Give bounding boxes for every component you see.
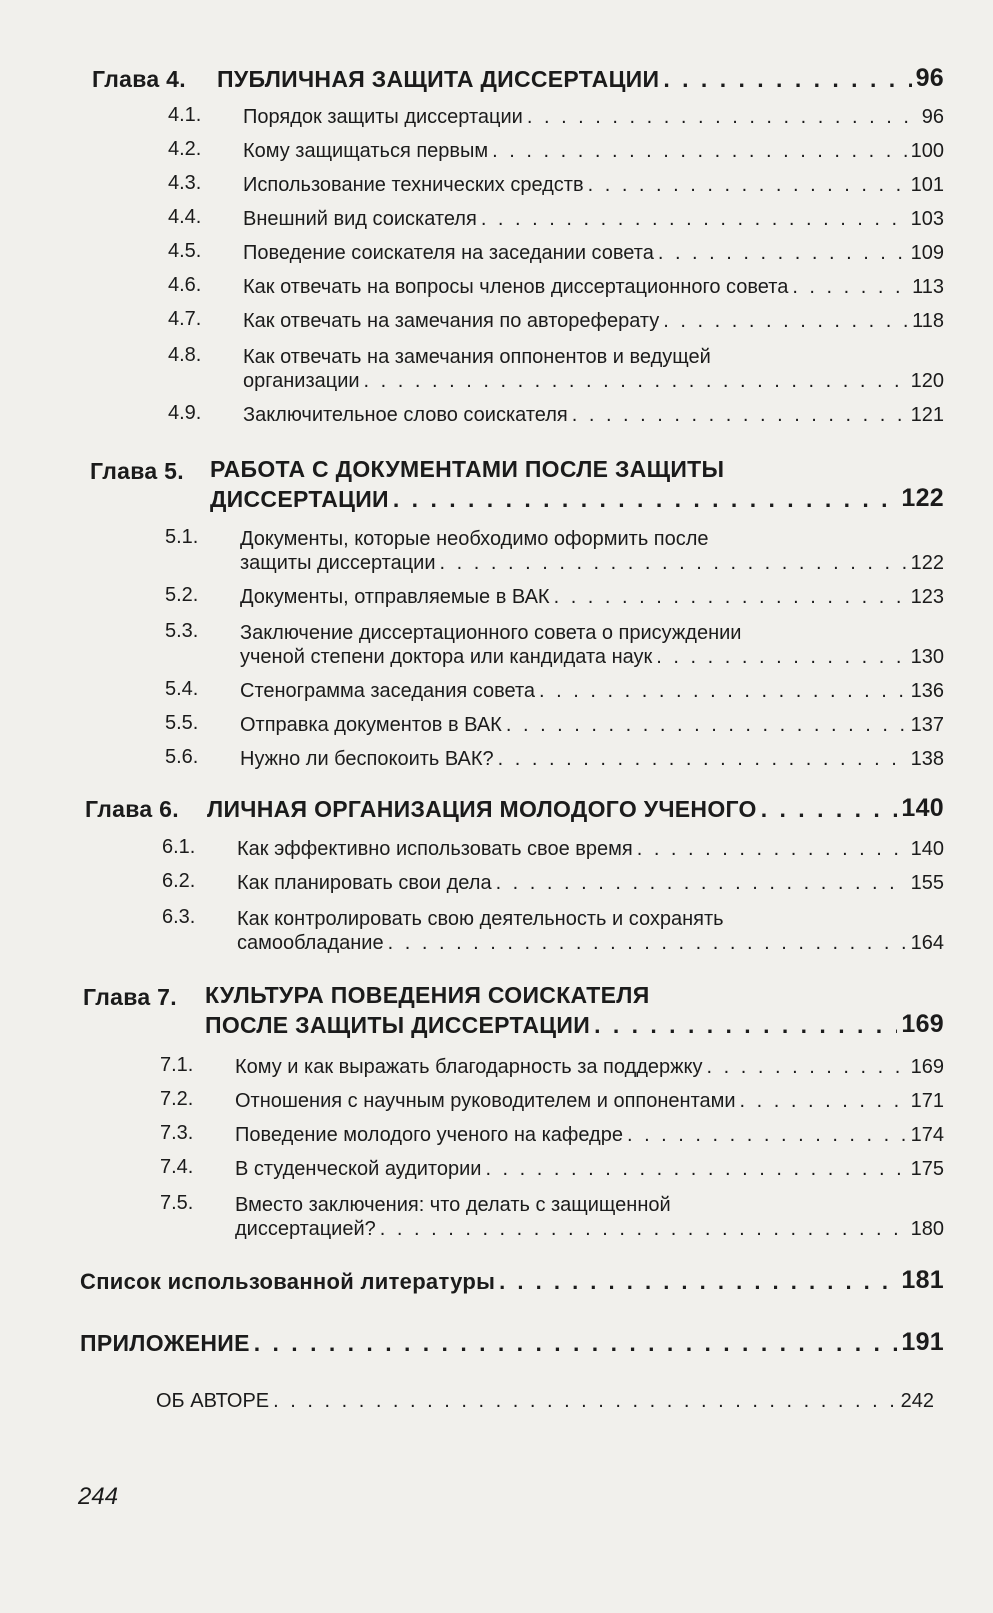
section-number: 4.6.: [168, 274, 202, 296]
section-number: 7.3.: [160, 1122, 194, 1144]
section-title: диссертацией?: [235, 1218, 376, 1240]
section-number: 5.5.: [165, 712, 199, 734]
section-number: 4.7.: [168, 308, 202, 330]
toc-section: [168, 140, 944, 163]
section-number: 4.9.: [168, 402, 202, 424]
toc-section: [160, 1090, 944, 1113]
leader-dots: [254, 1330, 898, 1357]
chapter-title: ПОСЛЕ ЗАЩИТЫ ДИССЕРТАЦИИ: [205, 1012, 591, 1038]
bibliography-page: 181: [901, 1266, 944, 1294]
section-title-line1: Заключение диссертационного совета о присуждении: [240, 622, 742, 644]
section-number: 5.2.: [165, 584, 199, 606]
leader-dots: [440, 552, 907, 575]
section-number: 4.5.: [168, 240, 202, 262]
toc-section: [160, 1124, 944, 1147]
section-title: ученой степени доктора или кандидата наук: [240, 646, 653, 668]
section-number: 4.1.: [168, 104, 202, 126]
appendix-title: ПРИЛОЖЕНИЕ: [80, 1330, 250, 1356]
section-number: 4.4.: [168, 206, 202, 228]
section-title: Использование технических средств: [243, 174, 584, 196]
leader-dots: [380, 1218, 907, 1241]
leader-dots: [388, 932, 907, 955]
section-title: Как планировать свои дела: [237, 872, 492, 894]
section-title: В студенческой аудитории: [235, 1158, 482, 1180]
section-page: 120: [910, 370, 944, 392]
section-title: Кому защищаться первым: [243, 140, 489, 162]
section-number: 7.2.: [160, 1088, 194, 1110]
section-page: 180: [910, 1218, 944, 1240]
leader-dots: [572, 404, 907, 427]
section-title: Документы, отправляемые в ВАК: [240, 586, 550, 608]
section-number: 5.6.: [165, 746, 199, 768]
chapter-title: ПУБЛИЧНАЯ ЗАЩИТА ДИССЕРТАЦИИ: [217, 66, 660, 92]
leader-dots: [481, 208, 907, 231]
section-title: Отношения с научным руководителем и оппонентами: [235, 1090, 736, 1112]
section-title-line1: Документы, которые необходимо оформить после: [240, 528, 709, 550]
section-number: 5.1.: [165, 526, 199, 548]
leader-dots: [707, 1056, 907, 1079]
section-page: 101: [910, 174, 944, 196]
toc-section: [168, 208, 944, 231]
chapter-label: Глава 6.: [85, 796, 179, 822]
section-page: 122: [910, 552, 944, 574]
chapter-title: ДИССЕРТАЦИИ: [210, 486, 389, 512]
toc-section: [168, 310, 944, 333]
leader-dots: [658, 242, 907, 265]
section-page: 137: [910, 714, 944, 736]
leader-dots: [506, 714, 907, 737]
section-title: Порядок защиты диссертации: [243, 106, 523, 128]
leader-dots: [527, 106, 918, 129]
leader-dots: [539, 680, 907, 703]
section-page: 109: [910, 242, 944, 264]
section-page: 169: [910, 1056, 944, 1078]
toc-section: [168, 242, 944, 265]
section-title: Нужно ли беспокоить ВАК?: [240, 748, 494, 770]
section-title-line1: Как контролировать свою деятельность и сохранять: [237, 908, 724, 930]
section-page: 164: [910, 932, 944, 954]
section-page: 96: [921, 106, 944, 128]
leader-dots: [740, 1090, 907, 1113]
section-title-line1: Как отвечать на замечания оппонентов и ведущей: [243, 346, 711, 368]
leader-dots: [496, 872, 907, 895]
toc-section: [165, 714, 944, 737]
chapter-label: Глава 5.: [90, 458, 184, 484]
section-title: Стенограмма заседания совета: [240, 680, 536, 702]
leader-dots: [588, 174, 907, 197]
chapter-title-line1: КУЛЬТУРА ПОВЕДЕНИЯ СОИСКАТЕЛЯ: [205, 982, 650, 1008]
chapter-page: 140: [901, 794, 944, 822]
leader-dots: [656, 646, 906, 669]
leader-dots: [498, 748, 907, 771]
section-page: 130: [910, 646, 944, 668]
section-number: 6.3.: [162, 906, 196, 928]
section-page: 140: [910, 838, 944, 860]
toc-bibliography: [80, 1266, 944, 1295]
section-title: Поведение молодого ученого на кафедре: [235, 1124, 623, 1146]
section-number: 7.5.: [160, 1192, 194, 1214]
section-title: Как отвечать на вопросы членов диссертационного совета: [243, 276, 789, 298]
chapter-title-line1: РАБОТА С ДОКУМЕНТАМИ ПОСЛЕ ЗАЩИТЫ: [210, 456, 725, 482]
chapter-label: Глава 7.: [83, 984, 177, 1010]
section-title-line1: Вместо заключения: что делать с защищенной: [235, 1194, 671, 1216]
chapter-page: 169: [901, 1010, 944, 1038]
chapter-label: Глава 4.: [92, 66, 186, 92]
section-page: 103: [910, 208, 944, 230]
leader-dots: [492, 140, 906, 163]
appendix-page: 191: [901, 1328, 944, 1356]
chapter-page: 96: [915, 64, 944, 92]
section-title: Как эффективно использовать свое время: [237, 838, 633, 860]
section-title: Кому и как выражать благодарность за поддержку: [235, 1056, 703, 1078]
section-page: 123: [910, 586, 944, 608]
toc-section: [162, 872, 944, 895]
section-number: 4.8.: [168, 344, 202, 366]
section-page: 155: [910, 872, 944, 894]
section-title: Внешний вид соискателя: [243, 208, 477, 230]
toc-chapter: [85, 794, 944, 823]
section-number: 5.4.: [165, 678, 199, 700]
section-page: 121: [910, 404, 944, 426]
bibliography-title: Список использованной литературы: [80, 1269, 496, 1294]
toc-section: [165, 748, 944, 771]
about-title: ОБ АВТОРЕ: [156, 1390, 270, 1412]
section-number: 7.4.: [160, 1156, 194, 1178]
leader-dots: [485, 1158, 906, 1181]
toc-section: [168, 106, 944, 129]
about-page: 242: [900, 1390, 934, 1412]
section-title: самообладание: [237, 932, 384, 954]
section-title: Заключительное слово соискателя: [243, 404, 568, 426]
chapter-page: 122: [901, 484, 944, 512]
leader-dots: [364, 370, 907, 393]
section-page: 100: [910, 140, 944, 162]
section-number: 5.3.: [165, 620, 199, 642]
toc-section: [165, 680, 944, 703]
leader-dots: [393, 486, 897, 513]
toc-section: [168, 276, 944, 299]
leader-dots: [273, 1390, 896, 1413]
section-title: Поведение соискателя на заседании совета: [243, 242, 654, 264]
section-number: 6.1.: [162, 836, 196, 858]
section-number: 6.2.: [162, 870, 196, 892]
toc-section: [168, 404, 944, 427]
page-number: 244: [78, 1483, 119, 1510]
section-page: 174: [910, 1124, 944, 1146]
leader-dots: [792, 276, 908, 299]
toc-appendix: [80, 1328, 944, 1357]
section-page: 136: [910, 680, 944, 702]
section-page: 175: [910, 1158, 944, 1180]
toc-section: [160, 1056, 944, 1079]
leader-dots: [627, 1124, 907, 1147]
section-page: 113: [912, 276, 944, 298]
toc-about: [156, 1390, 934, 1413]
section-title: организации: [243, 370, 360, 392]
leader-dots: [637, 838, 907, 861]
leader-dots: [554, 586, 907, 609]
toc-section: [160, 1158, 944, 1181]
leader-dots: [761, 796, 898, 823]
leader-dots: [663, 66, 911, 93]
section-number: 4.3.: [168, 172, 202, 194]
section-page: 118: [912, 310, 944, 332]
section-title: Отправка документов в ВАК: [240, 714, 502, 736]
toc-section: [168, 174, 944, 197]
leader-dots: [594, 1012, 897, 1039]
section-title: защиты диссертации: [240, 552, 436, 574]
toc-section: [162, 838, 944, 861]
toc-section: [165, 586, 944, 609]
toc-chapter: [92, 64, 944, 93]
section-number: 7.1.: [160, 1054, 194, 1076]
section-number: 4.2.: [168, 138, 202, 160]
section-title: Как отвечать на замечания по автореферату: [243, 310, 660, 332]
leader-dots: [663, 310, 908, 333]
leader-dots: [499, 1269, 897, 1295]
chapter-title: ЛИЧНАЯ ОРГАНИЗАЦИЯ МОЛОДОГО УЧЕНОГО: [207, 796, 757, 822]
section-page: 138: [910, 748, 944, 770]
section-page: 171: [910, 1090, 944, 1112]
